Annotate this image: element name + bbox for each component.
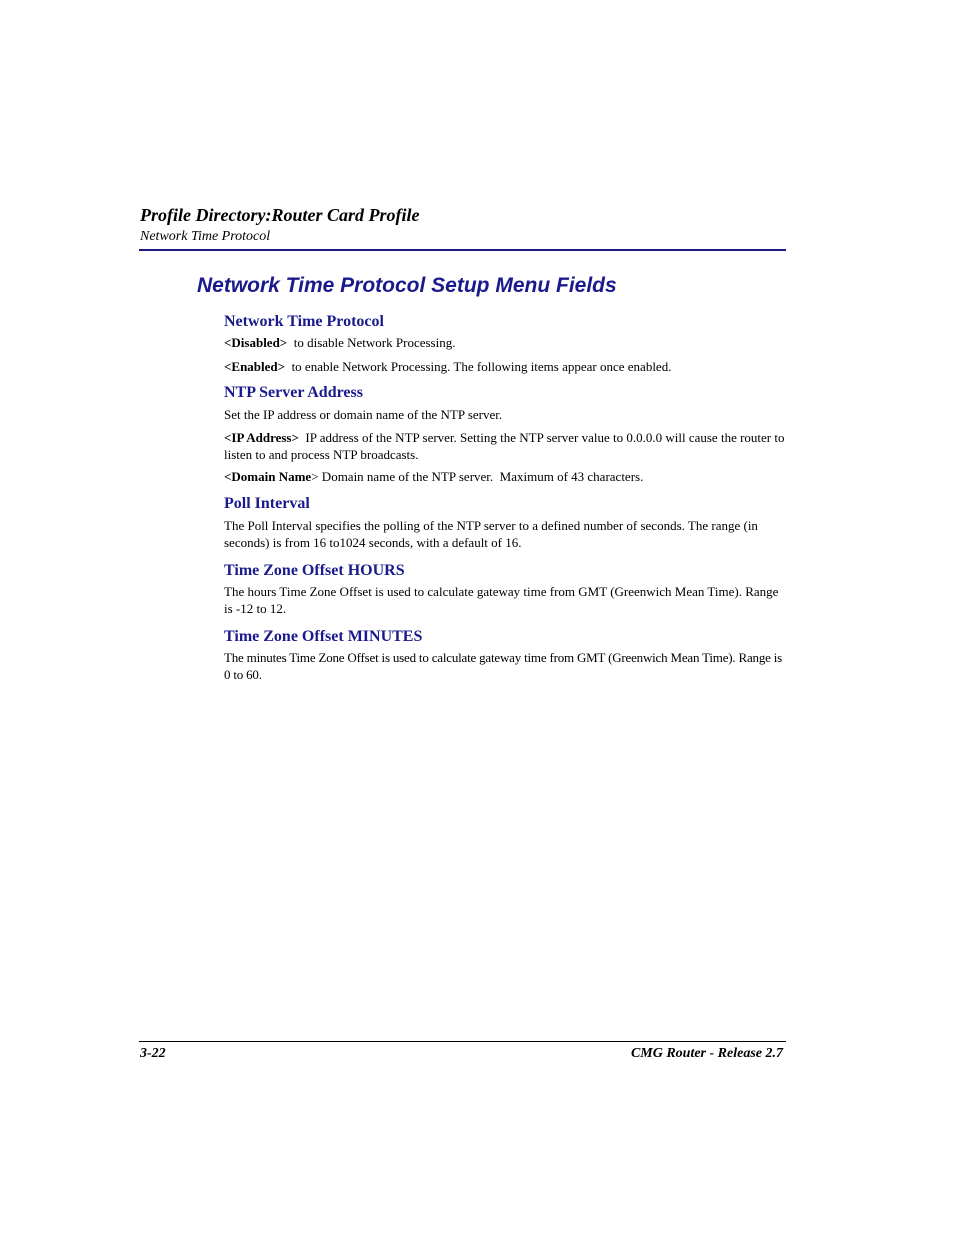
field-heading-tz-hours: Time Zone Offset HOURS: [224, 562, 405, 579]
section-title: Network Time Protocol Setup Menu Fields: [197, 274, 617, 297]
tz-minutes-text: The minutes Time Zone Offset is used to calculate gateway time from GMT (Greenwich Mean Time). Range is 0 to 60.: [224, 650, 783, 682]
field-heading-ntp: Network Time Protocol: [224, 313, 384, 330]
page-number: 3-22: [140, 1046, 166, 1061]
tz-hours-text: The hours Time Zone Offset is used to calculate gateway time from GMT (Greenwich Mean Time). Range is -12 to 12.: [224, 584, 779, 616]
server-ip-text: IP address of the NTP server. Setting the NTP server value to 0.0.0.0 will cause the router to listen to and process NTP broadcasts.: [224, 430, 788, 462]
server-ip-option: [224, 429, 786, 463]
field-heading-server: NTP Server Address: [224, 384, 363, 401]
page-header-subtitle: Network Time Protocol: [140, 229, 271, 244]
server-domain-term: <Domain Name: [224, 469, 312, 484]
server-intro: Set the IP address or domain name of the NTP server.: [224, 407, 503, 422]
ntp-disabled-option: [224, 334, 786, 351]
ntp-enabled-text: to enable Network Processing. The following items appear once enabled.: [285, 359, 672, 374]
poll-text: The Poll Interval specifies the polling of the NTP server to a defined number of seconds. The range (in seconds) is from 16 to1024 seconds, with a default of 16.: [224, 518, 758, 550]
header-divider: [139, 249, 786, 251]
ntp-enabled-term: <Enabled>: [224, 359, 286, 374]
footer-divider: [139, 1041, 786, 1042]
page-header-title: Profile Directory:Router Card Profile: [140, 205, 420, 225]
ntp-enabled-option: [224, 358, 786, 375]
content-body: [224, 312, 786, 683]
field-heading-tz-minutes: Time Zone Offset MINUTES: [224, 628, 423, 645]
ntp-disabled-text: to disable Network Processing.: [287, 335, 456, 350]
server-domain-text: > Domain name of the NTP server. Maximum of 43 characters.: [311, 469, 644, 484]
ntp-disabled-term: <Disabled>: [224, 335, 288, 350]
server-domain-option: [224, 468, 786, 485]
server-ip-term: <IP Address>: [224, 430, 299, 445]
footer-product: CMG Router - Release 2.7: [630, 1046, 783, 1061]
field-heading-poll: Poll Interval: [224, 495, 310, 512]
